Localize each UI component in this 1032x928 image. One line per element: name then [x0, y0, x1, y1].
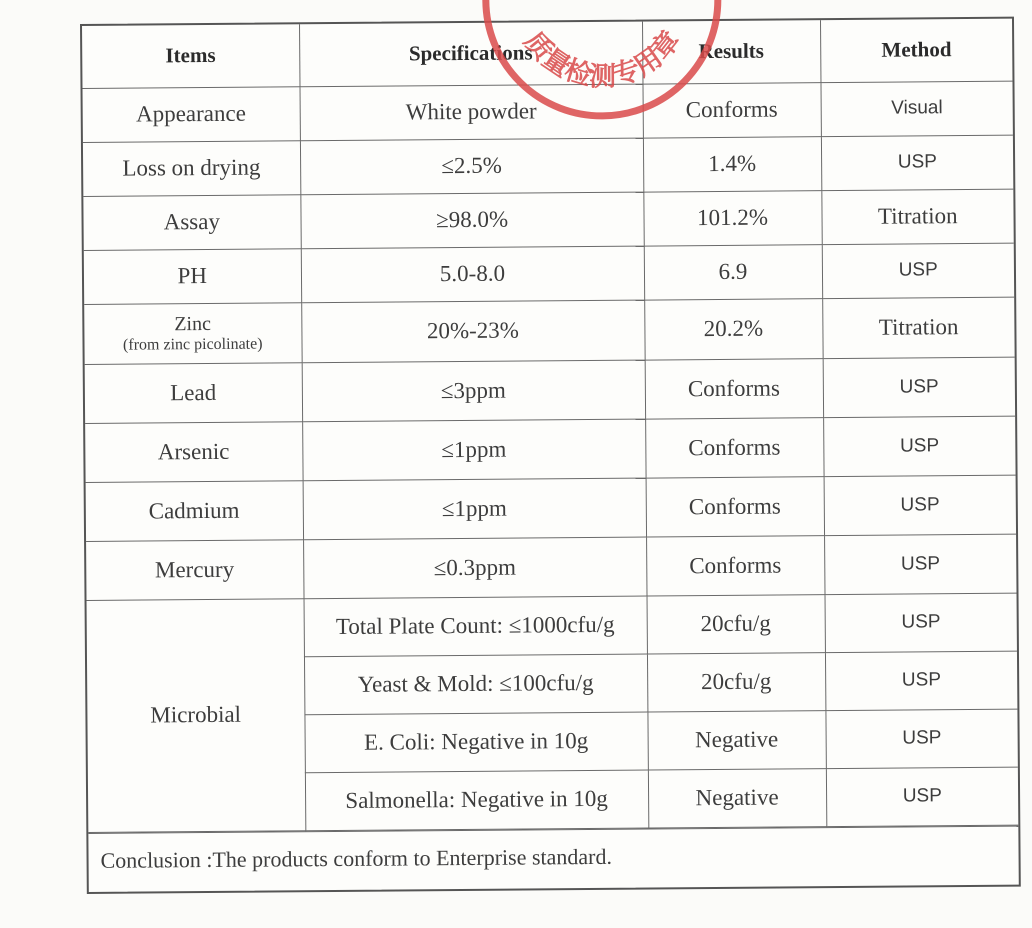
method-cell: USP [825, 709, 1017, 769]
item-name: Zinc [174, 313, 212, 336]
item-cell: PH [84, 248, 301, 304]
table-row [87, 593, 1017, 658]
specification-table [82, 19, 1018, 833]
coa-sheet [80, 17, 1021, 894]
header-results: Results [642, 20, 820, 83]
result-cell: Conforms [646, 535, 824, 595]
spec-cell: E. Coli: Negative in 10g [304, 712, 647, 773]
spec-cell: Total Plate Count: ≤1000cfu/g [304, 596, 647, 657]
item-cell: Loss on drying [83, 140, 300, 196]
result-cell: 6.9 [644, 244, 822, 299]
result-cell: Conforms [642, 82, 820, 137]
table-row [83, 81, 1013, 142]
table-row [86, 534, 1016, 600]
conclusion-text: Conclusion :The products conform to Enterprise standard. [88, 825, 1018, 890]
header-items: Items [82, 24, 299, 88]
item-note: (from zinc picolinate) [122, 335, 263, 354]
header-row [82, 19, 1012, 88]
spec-cell: ≤2.5% [300, 138, 643, 195]
item-cell: Mercury [86, 539, 303, 600]
item-cell [84, 302, 301, 364]
method-cell: Titration [822, 297, 1014, 359]
result-cell: 20.2% [644, 298, 822, 359]
item-cell: Assay [83, 194, 300, 250]
table-row [83, 135, 1013, 196]
method-cell: USP [825, 651, 1017, 711]
result-cell: 20cfu/g [647, 594, 825, 653]
method-cell: USP [825, 593, 1017, 653]
spec-cell: ≤1ppm [302, 419, 645, 481]
spec-cell: White powder [299, 84, 642, 141]
spec-cell: 20%-23% [301, 300, 644, 363]
result-cell: 101.2% [643, 190, 821, 245]
spec-cell: ≥98.0% [300, 192, 643, 249]
seal-text: 质量检测专用章 [517, 25, 687, 93]
spec-cell: Salmonella: Negative in 10g [305, 770, 648, 831]
item-cell: Arsenic [85, 421, 302, 482]
result-cell: 1.4% [643, 136, 821, 191]
method-cell: USP [824, 475, 1016, 536]
result-cell: Negative [648, 768, 826, 827]
item-cell: Cadmium [86, 480, 303, 541]
table-row [84, 297, 1014, 364]
spec-cell: 5.0-8.0 [301, 246, 644, 303]
table-row [86, 475, 1016, 541]
method-cell: USP [826, 767, 1018, 827]
table-row [83, 189, 1013, 250]
spec-cell: ≤1ppm [303, 478, 646, 540]
item-cell: Lead [85, 362, 302, 423]
header-specifications: Specifications [299, 22, 642, 87]
spec-cell: ≤0.3ppm [303, 537, 646, 599]
table-row [85, 357, 1015, 423]
method-cell: USP [823, 416, 1015, 477]
result-cell: Conforms [645, 358, 823, 418]
method-cell: USP [824, 534, 1016, 595]
table-row [85, 416, 1015, 482]
method-cell: USP [822, 243, 1014, 299]
microbial-item-cell: Microbial [87, 598, 306, 832]
result-cell: Negative [647, 710, 825, 769]
method-cell: Titration [821, 189, 1013, 245]
header-method: Method [820, 19, 1012, 83]
result-cell: Conforms [645, 417, 823, 477]
result-cell: 20cfu/g [647, 652, 825, 711]
method-cell: USP [823, 357, 1015, 418]
method-cell: USP [821, 135, 1013, 191]
item-cell: Appearance [83, 86, 300, 142]
method-cell: Visual [820, 81, 1012, 137]
spec-cell: Yeast & Mold: ≤100cfu/g [304, 654, 647, 715]
spec-cell: ≤3ppm [302, 360, 645, 422]
table-row [84, 243, 1014, 304]
result-cell: Conforms [646, 476, 824, 536]
